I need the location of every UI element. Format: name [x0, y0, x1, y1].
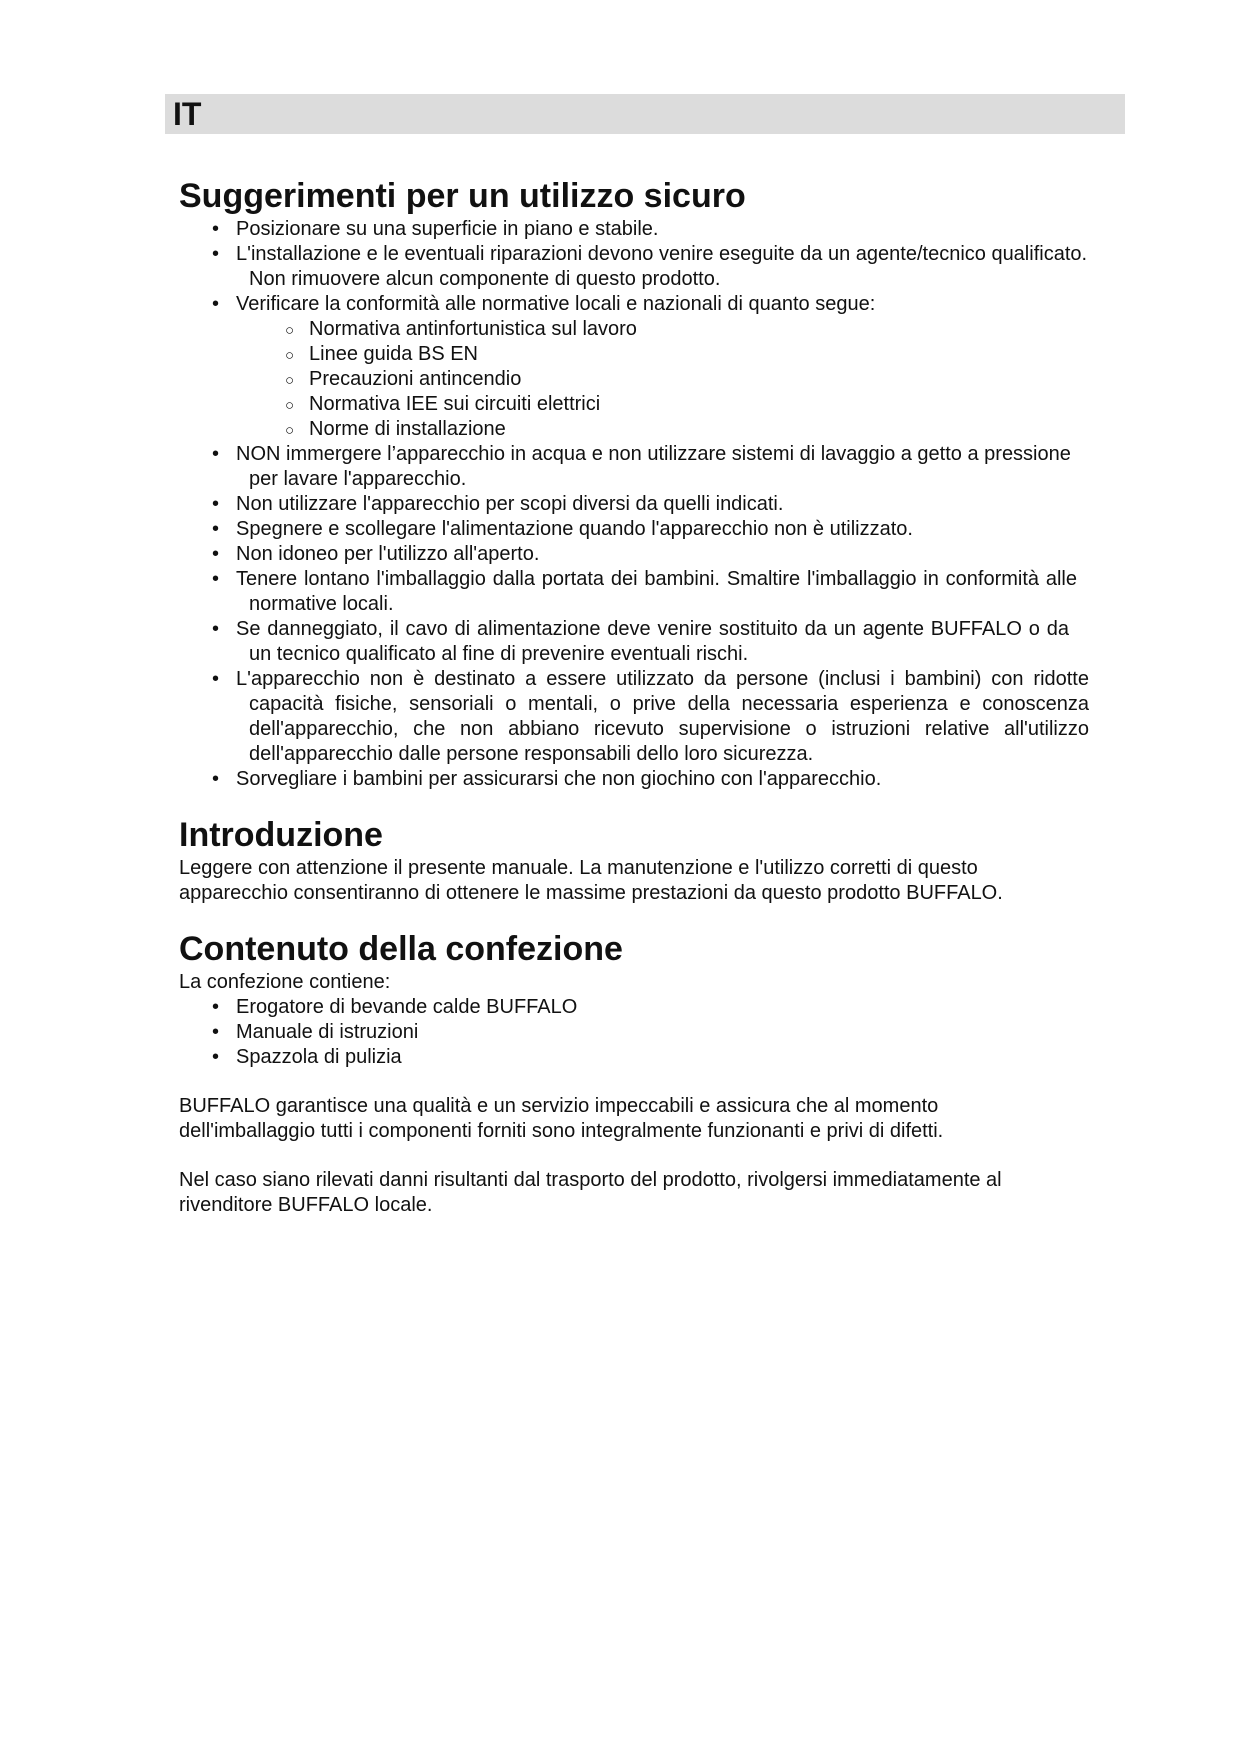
- list-item: • Non utilizzare l'apparecchio per scopi diversi da quelli indicati.: [179, 492, 1079, 517]
- list-item: • Posizionare su una superficie in piano e stabile.: [179, 217, 1079, 242]
- damage-paragraph: Nel caso siano rilevati danni risultanti dal trasporto del prodotto, rivolgersi immediatamente al rivenditore BUFFALO locale.: [179, 1169, 1002, 1216]
- sublist-item: ○ Normativa antinfortunistica sul lavoro: [179, 317, 1079, 342]
- list-item: • Sorvegliare i bambini per assicurarsi che non giochino con l'apparecchio.: [179, 767, 1079, 792]
- list-item: • Verificare la conformità alle normative locali e nazionali di quanto segue: ○ Normativa antinfortunistica sul lavoro ○ Linee guida BS EN ○ Precauzioni antincendio ○ Normativa IEE sui circuiti elettrici ○ Norme di installazione: [179, 292, 1079, 442]
- list-item: • L'installazione e le eventuali riparazioni devono venire eseguite da un agente/tecnico qualificato. Non rimuovere alcun componente di questo prodotto.: [179, 242, 1079, 292]
- contents-title: Contenuto della confezione: [179, 930, 623, 968]
- list-item: • Manuale di istruzioni: [179, 1020, 1079, 1045]
- regulations-sublist: [179, 317, 1079, 442]
- intro-section: [179, 814, 1079, 906]
- sublist-item: ○ Norme di installazione: [179, 417, 1079, 442]
- list-item: • Spegnere e scollegare l'alimentazione quando l'apparecchio non è utilizzato.: [179, 517, 1079, 542]
- sublist-item: ○ Precauzioni antincendio: [179, 367, 1079, 392]
- list-item: • Se danneggiato, il cavo di alimentazione deve venire sostituito da un agente BUFFALO o da un tecnico qualificato al fine di prevenire eventuali rischi.: [179, 617, 1079, 667]
- safety-list: [179, 217, 1089, 792]
- list-item: • Tenere lontano l'imballaggio dalla portata dei bambini. Smaltire l'imballaggio in conformità alle normative locali.: [179, 567, 1079, 617]
- safety-section: [179, 175, 1089, 792]
- sublist-item: ○ Normativa IEE sui circuiti elettrici: [179, 392, 1079, 417]
- contents-section: [179, 928, 1079, 1218]
- list-item: • NON immergere l’apparecchio in acqua e non utilizzare sistemi di lavaggio a getto a pressione per lavare l'apparecchio.: [179, 442, 1079, 492]
- intro-title: Introduzione: [179, 816, 383, 854]
- language-code: IT: [173, 96, 202, 132]
- list-item: • Erogatore di bevande calde BUFFALO: [179, 995, 1079, 1020]
- language-header-bar: [165, 94, 1125, 134]
- safety-title: Suggerimenti per un utilizzo sicuro: [179, 177, 746, 215]
- contents-list: [179, 995, 1079, 1070]
- contents-lead: La confezione contiene:: [179, 971, 391, 993]
- page-content: [179, 175, 1089, 1218]
- list-item: • Non idoneo per l'utilizzo all'aperto.: [179, 542, 1079, 567]
- quality-paragraph: BUFFALO garantisce una qualità e un servizio impeccabili e assicura che al momento dell'imballaggio tutti i componenti forniti sono integralmente funzionanti e privi di difetti.: [179, 1095, 944, 1142]
- list-item: • Spazzola di pulizia: [179, 1045, 1079, 1070]
- sublist-item: ○ Linee guida BS EN: [179, 342, 1079, 367]
- list-item: • L'apparecchio non è destinato a essere utilizzato da persone (inclusi i bambini) con ridotte capacità fisiche, sensoriali o mentali, o prive della necessaria esperienza e conoscenza dell'apparecchio, che non abbiano ricevuto supervisione o istruzioni relative all'utilizzo dell'apparecchio dalle persone responsabili dello loro sicurezza.: [179, 667, 1079, 767]
- intro-text: Leggere con attenzione il presente manuale. La manutenzione e l'utilizzo corretti di questo apparecchio consentiranno di ottenere le massime prestazioni da questo prodotto BUFFALO.: [179, 857, 1003, 904]
